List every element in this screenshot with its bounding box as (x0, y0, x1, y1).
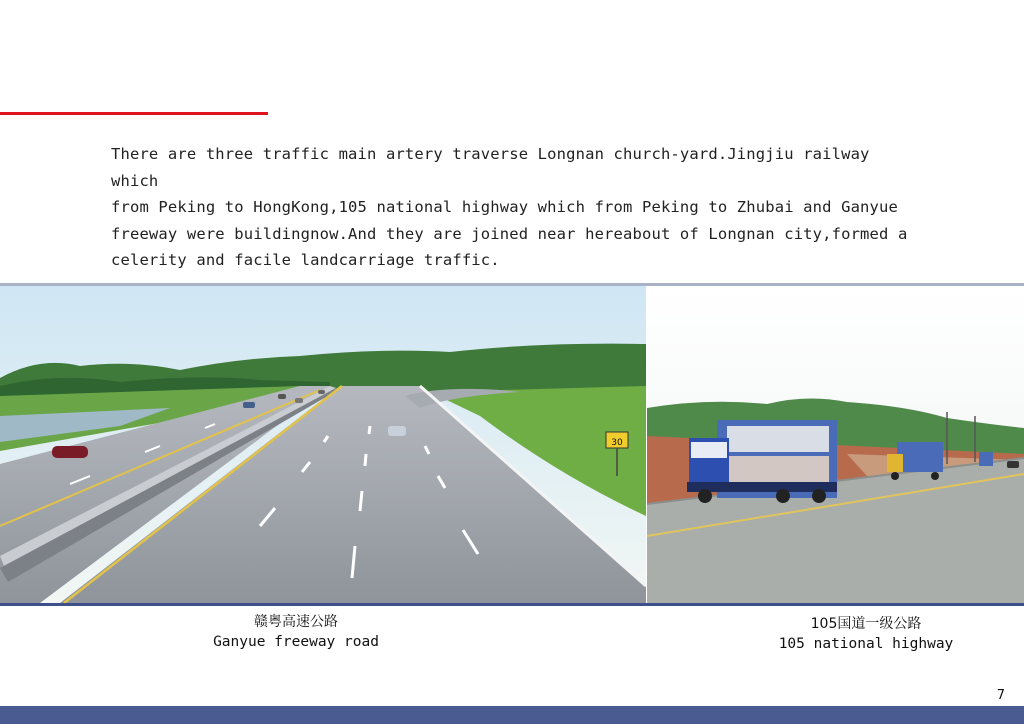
freeway-caption-chinese: 赣粤高速公路 (254, 614, 338, 630)
speed-sign-text: 30 (611, 438, 623, 448)
national-highway-caption (756, 614, 976, 654)
intro-line-1: There are three traffic main artery traverse Longnan church-yard.Jingjiu railway which (111, 145, 870, 190)
national-highway-photo (647, 286, 1024, 603)
intro-line-4: celerity and facile landcarriage traffic. (111, 251, 500, 269)
photo-band-bottom-rule (0, 603, 1024, 606)
freeway-caption-english: Ganyue freeway road (213, 634, 379, 650)
freeway-photo (0, 286, 646, 603)
page-number: 7 (996, 688, 1005, 703)
intro-paragraph (111, 141, 921, 274)
intro-line-2: from Peking to HongKong,105 national highway which from Peking to Zhubai and Ganyue (111, 198, 898, 216)
freeway-caption (186, 612, 406, 652)
intro-line-3: freeway were buildingnow.And they are joined near hereabout of Longnan city,formed a (111, 224, 908, 243)
national-highway-caption-chinese: 105国道一级公路 (810, 616, 922, 632)
footer-bar (0, 706, 1024, 724)
national-highway-caption-english: 105 national highway (778, 636, 954, 652)
red-accent-rule (0, 112, 268, 115)
